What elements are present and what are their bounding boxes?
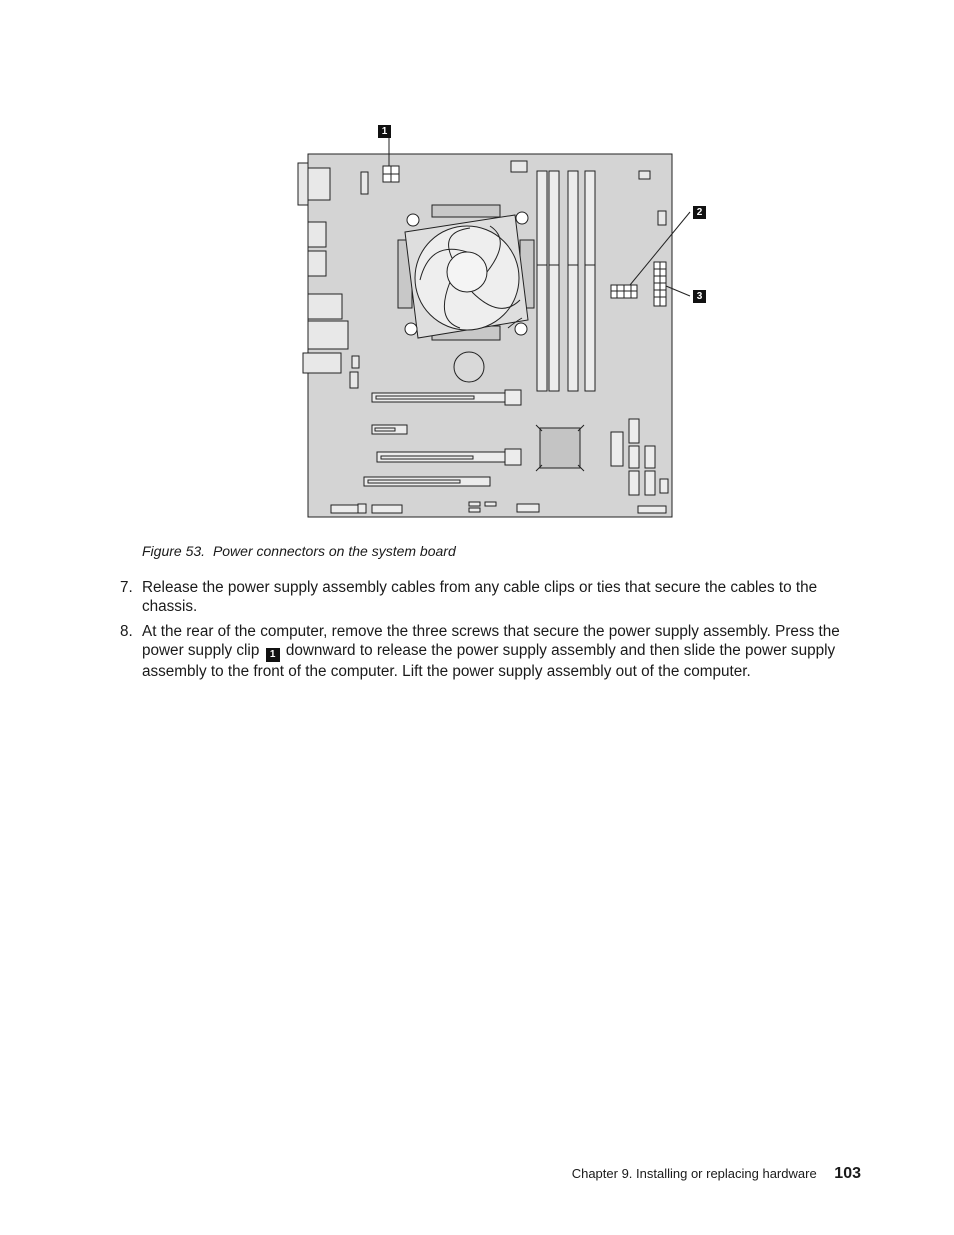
step-8 [120,622,865,681]
step-number: 7. [120,579,133,596]
figure-caption-text: Power connectors on the system board [212,543,456,559]
instruction-steps [120,578,865,687]
figure-caption [142,543,456,559]
figure-number: Figure 53. [142,543,206,559]
page-footer [572,1165,861,1183]
io-chip [540,428,580,468]
chapter-title: Chapter 9. Installing or replacing hardware [571,1166,817,1181]
power-connector-3 [654,262,666,306]
system-board-figure [296,118,716,523]
step-text-after: downward to release the power supply assembly and then slide the power supply assembly to the front of the computer. Lift the power supply assembly out of the computer. [142,642,836,680]
callout-2-marker: 2 [693,206,706,219]
chipset [454,352,484,382]
power-connector-2 [611,285,637,298]
step-text-before: At the rear of the computer, remove the three screws that secure the power supply assembly. Press the power supply clip [142,623,840,659]
page-number: 103 [834,1165,861,1182]
step-text: Release the power supply assembly cables from any cable clips or ties that secure the cables to the chassis. [142,579,818,615]
inline-callout-1: 1 [266,648,280,662]
power-connector-1 [383,166,399,182]
callout-1-marker: 1 [378,125,391,138]
callout-3-marker: 3 [693,290,706,303]
system-board-illustration [296,118,716,523]
step-number: 8. [120,623,133,640]
step-7 [120,578,865,616]
